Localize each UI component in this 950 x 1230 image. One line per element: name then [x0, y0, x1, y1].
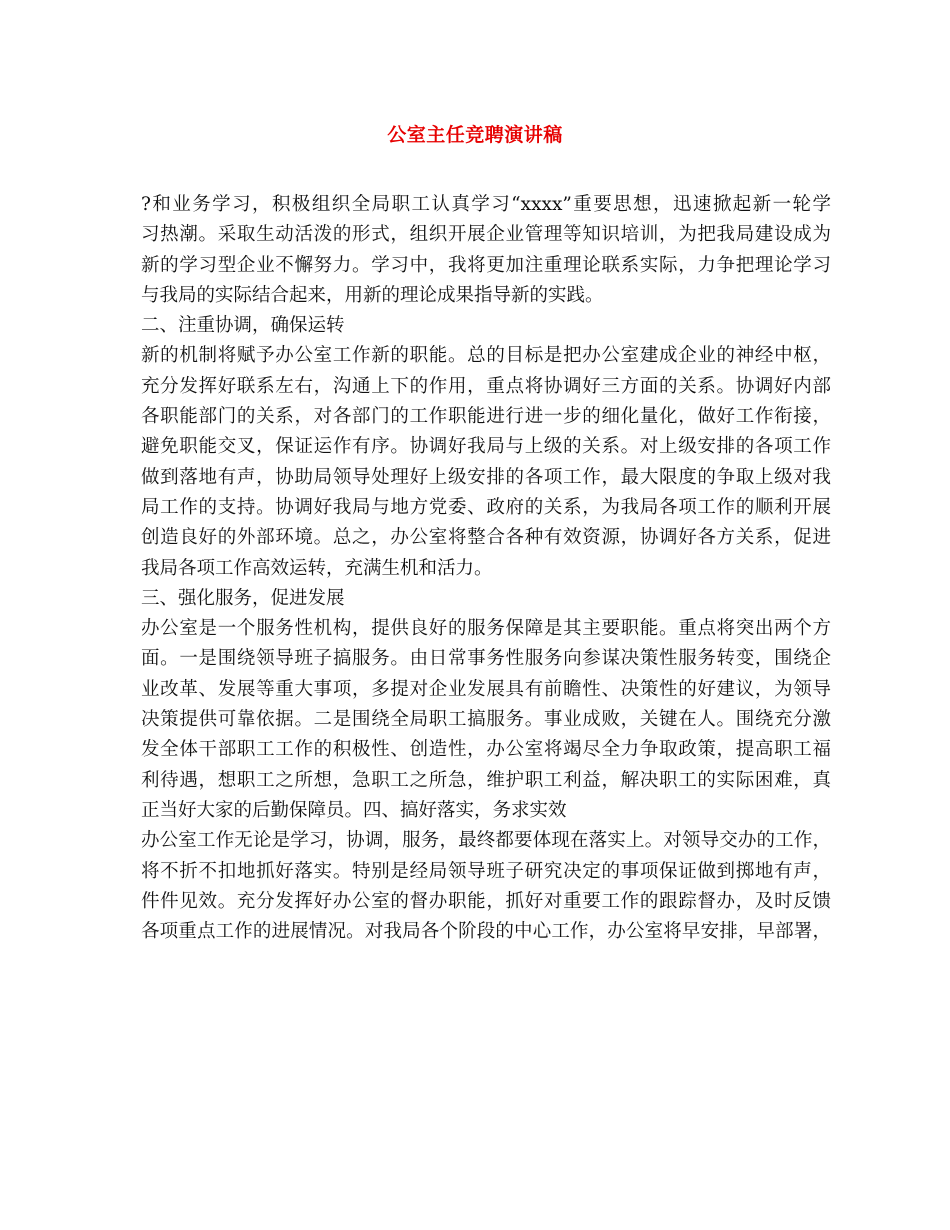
paragraph-line: 面。一是围绕领导班子搞服务。由日常事务性服务向参谋决策性服务转变，围绕企: [141, 648, 831, 670]
paragraph-line: 我局各项工作高效运转，充满生机和活力。: [141, 557, 493, 579]
paragraph-line: 件件见效。充分发挥好办公室的督办职能，抓好对重要工作的跟踪督办，及时反馈: [141, 890, 831, 912]
paragraph-line: 局工作的支持。协调好我局与地方党委、政府的关系，为我局各项工作的顺利开展: [141, 496, 831, 518]
paragraph-line: 各职能部门的关系，对各部门的工作职能进行进一步的细化量化，做好工作衔接，: [141, 406, 831, 428]
paragraph-line: 充分发挥好联系左右，沟通上下的作用，重点将协调好三方面的关系。协调好内部: [141, 375, 831, 397]
paragraph-line: 办公室是一个服务性机构，提供良好的服务保障是其主要职能。重点将突出两个方: [141, 618, 831, 640]
paragraph-line: 办公室工作无论是学习，协调，服务，最终都要体现在落实上。对领导交办的工作，: [141, 830, 831, 852]
section-heading: 三、强化服务，促进发展: [141, 587, 345, 609]
paragraph-line: ?和业务学习，积极组织全局职工认真学习“xxxx”重要思想，迅速掀起新一轮学: [141, 194, 831, 215]
paragraph-line: 避免职能交叉，保证运作有序。协调好我局与上级的关系。对上级安排的各项工作: [141, 436, 831, 458]
paragraph-line: 做到落地有声，协助局领导处理好上级安排的各项工作，最大限度的争取上级对我: [141, 466, 831, 488]
paragraph-line: 业改革、发展等重大事项，多提对企业发展具有前瞻性、决策性的好建议，为领导: [141, 678, 831, 700]
paragraph-line: 各项重点工作的进展情况。对我局各个阶段的中心工作，办公室将早安排，早部署，: [141, 921, 831, 943]
section-heading: 二、注重协调，确保运转: [141, 315, 345, 337]
paragraph-line: 正当好大家的后勤保障员。四、搞好落实，务求实效: [141, 799, 567, 821]
paragraph-line: 发全体干部职工工作的积极性、创造性，办公室将竭尽全力争取政策，提高职工福: [141, 739, 831, 761]
paragraph-line: 新的机制将赋予办公室工作新的职能。总的目标是把办公室建成企业的神经中枢，: [141, 345, 831, 367]
document-title: 公室主任竞聘演讲稿: [387, 124, 563, 146]
paragraph-line: 习热潮。采取生动活泼的形式，组织开展企业管理等知识培训，为把我局建设成为: [141, 224, 831, 246]
document-body: [141, 190, 831, 947]
paragraph-line: 利待遇，想职工之所想，急职工之所急，维护职工利益，解决职工的实际困难，真: [141, 769, 831, 791]
paragraph-line: 决策提供可靠依据。二是围绕全局职工搞服务。事业成败，关键在人。围绕充分激: [141, 709, 831, 731]
paragraph-line: 创造良好的外部环境。总之，办公室将整合各种有效资源，协调好各方关系，促进: [141, 527, 831, 549]
paragraph-line: 新的学习型企业不懈努力。学习中，我将更加注重理论联系实际，力争把理论学习: [141, 254, 831, 276]
paragraph-line: 与我局的实际结合起来，用新的理论成果指导新的实践。: [141, 284, 604, 306]
paragraph-line: 将不折不扣地抓好落实。特别是经局领导班子研究决定的事项保证做到掷地有声，: [141, 860, 831, 882]
